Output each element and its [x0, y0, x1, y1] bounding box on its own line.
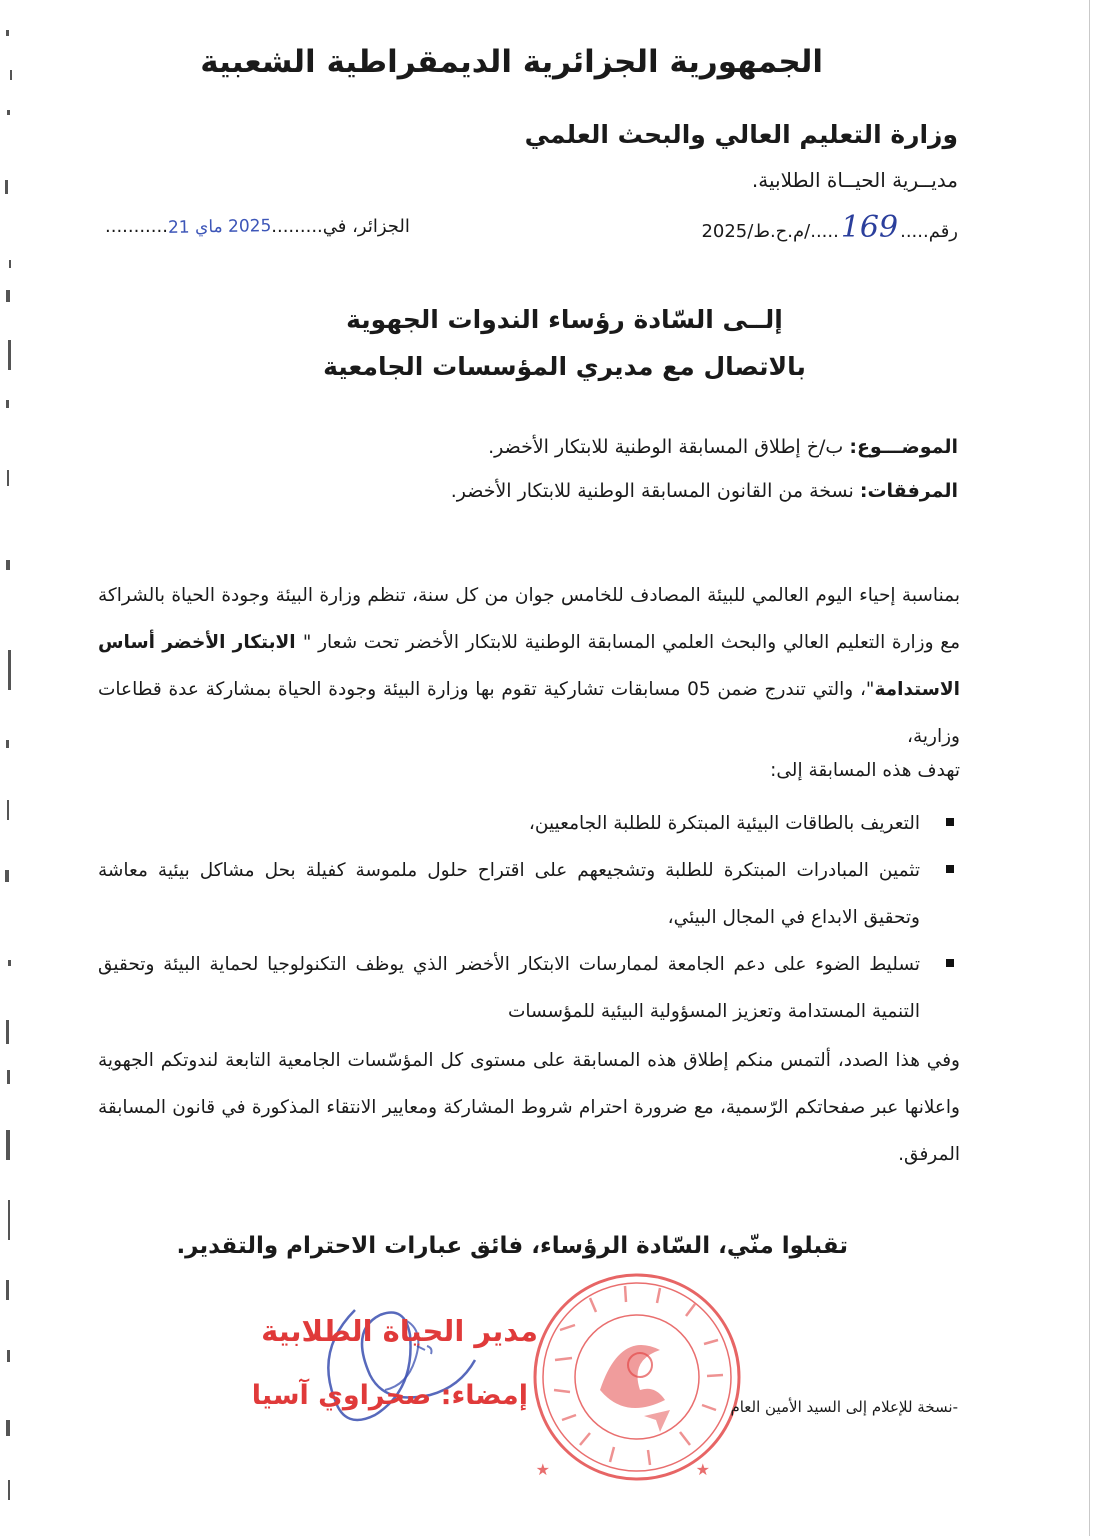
official-seal-icon	[530, 1270, 745, 1485]
slogan: الابتكار الأخضر أساس الاستدامة	[98, 632, 960, 700]
place-date-line	[105, 216, 410, 237]
closing-paragraph: وفي هذا الصدد، ألتمس منكم إطلاق هذه المسابقة على مستوى كل المؤسّسات الجامعية التابعة لندوتكم الجهوية واعلانها عبر صفحاتكم الرّسمية، مع ضرورة احترام شروط المشاركة ومعايير الانتقاء المذكورة في قانون المسابقة المرفق.	[98, 1050, 960, 1165]
signatory-title: مدير الحياة الطلابية	[261, 1314, 538, 1348]
goal-text: التعريف بالطاقات البيئية المبتكرة للطلبة الجامعيين،	[528, 813, 920, 834]
bullet-icon	[946, 865, 954, 873]
goal-text: تثمين المبادرات المبتكرة للطلبة وتشجيعهم على اقتراح حلول ملموسة كفيلة بحل مشاكل بيئية معاشة وتحقيق الابداع في المجال البيئي،	[98, 860, 920, 928]
subject-text: ب/خ إطلاق المسابقة الوطنية للابتكار الأخضر.	[488, 436, 850, 458]
reference-dots: .....	[900, 221, 929, 242]
date-dots: .........	[271, 216, 323, 237]
bullet-icon	[946, 818, 954, 826]
goal-text: تسليط الضوء على دعم الجامعة لممارسات الابتكار الأخضر الذي يوظف التكنولوجيا لحماية البيئة وتحقيق التنمية المستدامة وتعزيز المسؤولية البيئية للمؤسسات	[98, 954, 920, 1022]
attachments-text: نسخة من القانون المسابقة الوطنية للابتكار الأخضر.	[450, 480, 860, 502]
attachments-label: المرفقات:	[859, 480, 958, 502]
subject-label: الموضـــوع:	[849, 436, 958, 458]
reference-dots-2: .....	[810, 221, 839, 242]
signatory-name: إمضاء: صحراوي آسيا	[251, 1380, 528, 1411]
ministry-heading: وزارة التعليم العالي والبحث العلمي	[524, 120, 958, 149]
svg-text:★: ★	[535, 1460, 550, 1479]
intro-paragraph	[98, 572, 960, 760]
handwritten-signature-icon	[285, 1290, 515, 1440]
goal-item	[98, 941, 960, 1035]
copy-note: -نسخة للإعلام إلى السيد الأمين العام	[730, 1398, 958, 1416]
date-stamp: 2025 ماي 21	[167, 216, 272, 238]
bullet-icon	[946, 959, 954, 967]
date-dots-2: ...........	[105, 216, 168, 237]
reference-number: 169	[840, 210, 899, 245]
goals-intro: تهدف هذه المسابقة إلى:	[770, 760, 960, 781]
directorate-heading: مديــرية الحيــاة الطلابية.	[751, 168, 958, 192]
addressee-line-1: إلــى السّادة رؤساء الندوات الجهوية	[346, 305, 783, 334]
country-heading: الجمهورية الجزائرية الديمقراطية الشعبية	[200, 44, 823, 80]
scan-edge-marks	[0, 0, 20, 1536]
goal-item	[98, 847, 960, 941]
courtesy-line: تقبلوا منّي، السّادة الرؤساء، فائق عبارات الاحترام والتقدير.	[176, 1233, 848, 1259]
intro-text-before: بمناسبة إحياء اليوم العالمي للبيئة المصادف للخامس جوان من كل سنة، تنظم وزارة البيئة وجودة الحياة بالشراكة مع وزارة التعليم العالي والبحث العلمي المسابقة الوطنية للابتكار الأخضر تحت شعار "	[98, 585, 960, 653]
intro-text-after: "، والتي تندرج ضمن 05 مسابقات تشاركية تقوم بها وزارة البيئة وجودة الحياة بمشاركة عدة قطاعات وزارية،	[98, 679, 960, 747]
reference-suffix: /م.ح.ط/2025	[701, 221, 811, 242]
subject-line	[488, 436, 958, 458]
svg-text:★: ★	[695, 1460, 710, 1479]
place-label: الجزائر، في	[322, 216, 410, 237]
scan-edge-right	[1085, 0, 1093, 1536]
goal-item	[98, 800, 960, 847]
addressee-line-2: بالاتصال مع مديري المؤسسات الجامعية	[323, 352, 806, 381]
reference-label: رقم	[928, 221, 958, 242]
attachments-line	[451, 480, 958, 502]
reference-line	[701, 210, 958, 245]
goals-list	[98, 800, 960, 1035]
